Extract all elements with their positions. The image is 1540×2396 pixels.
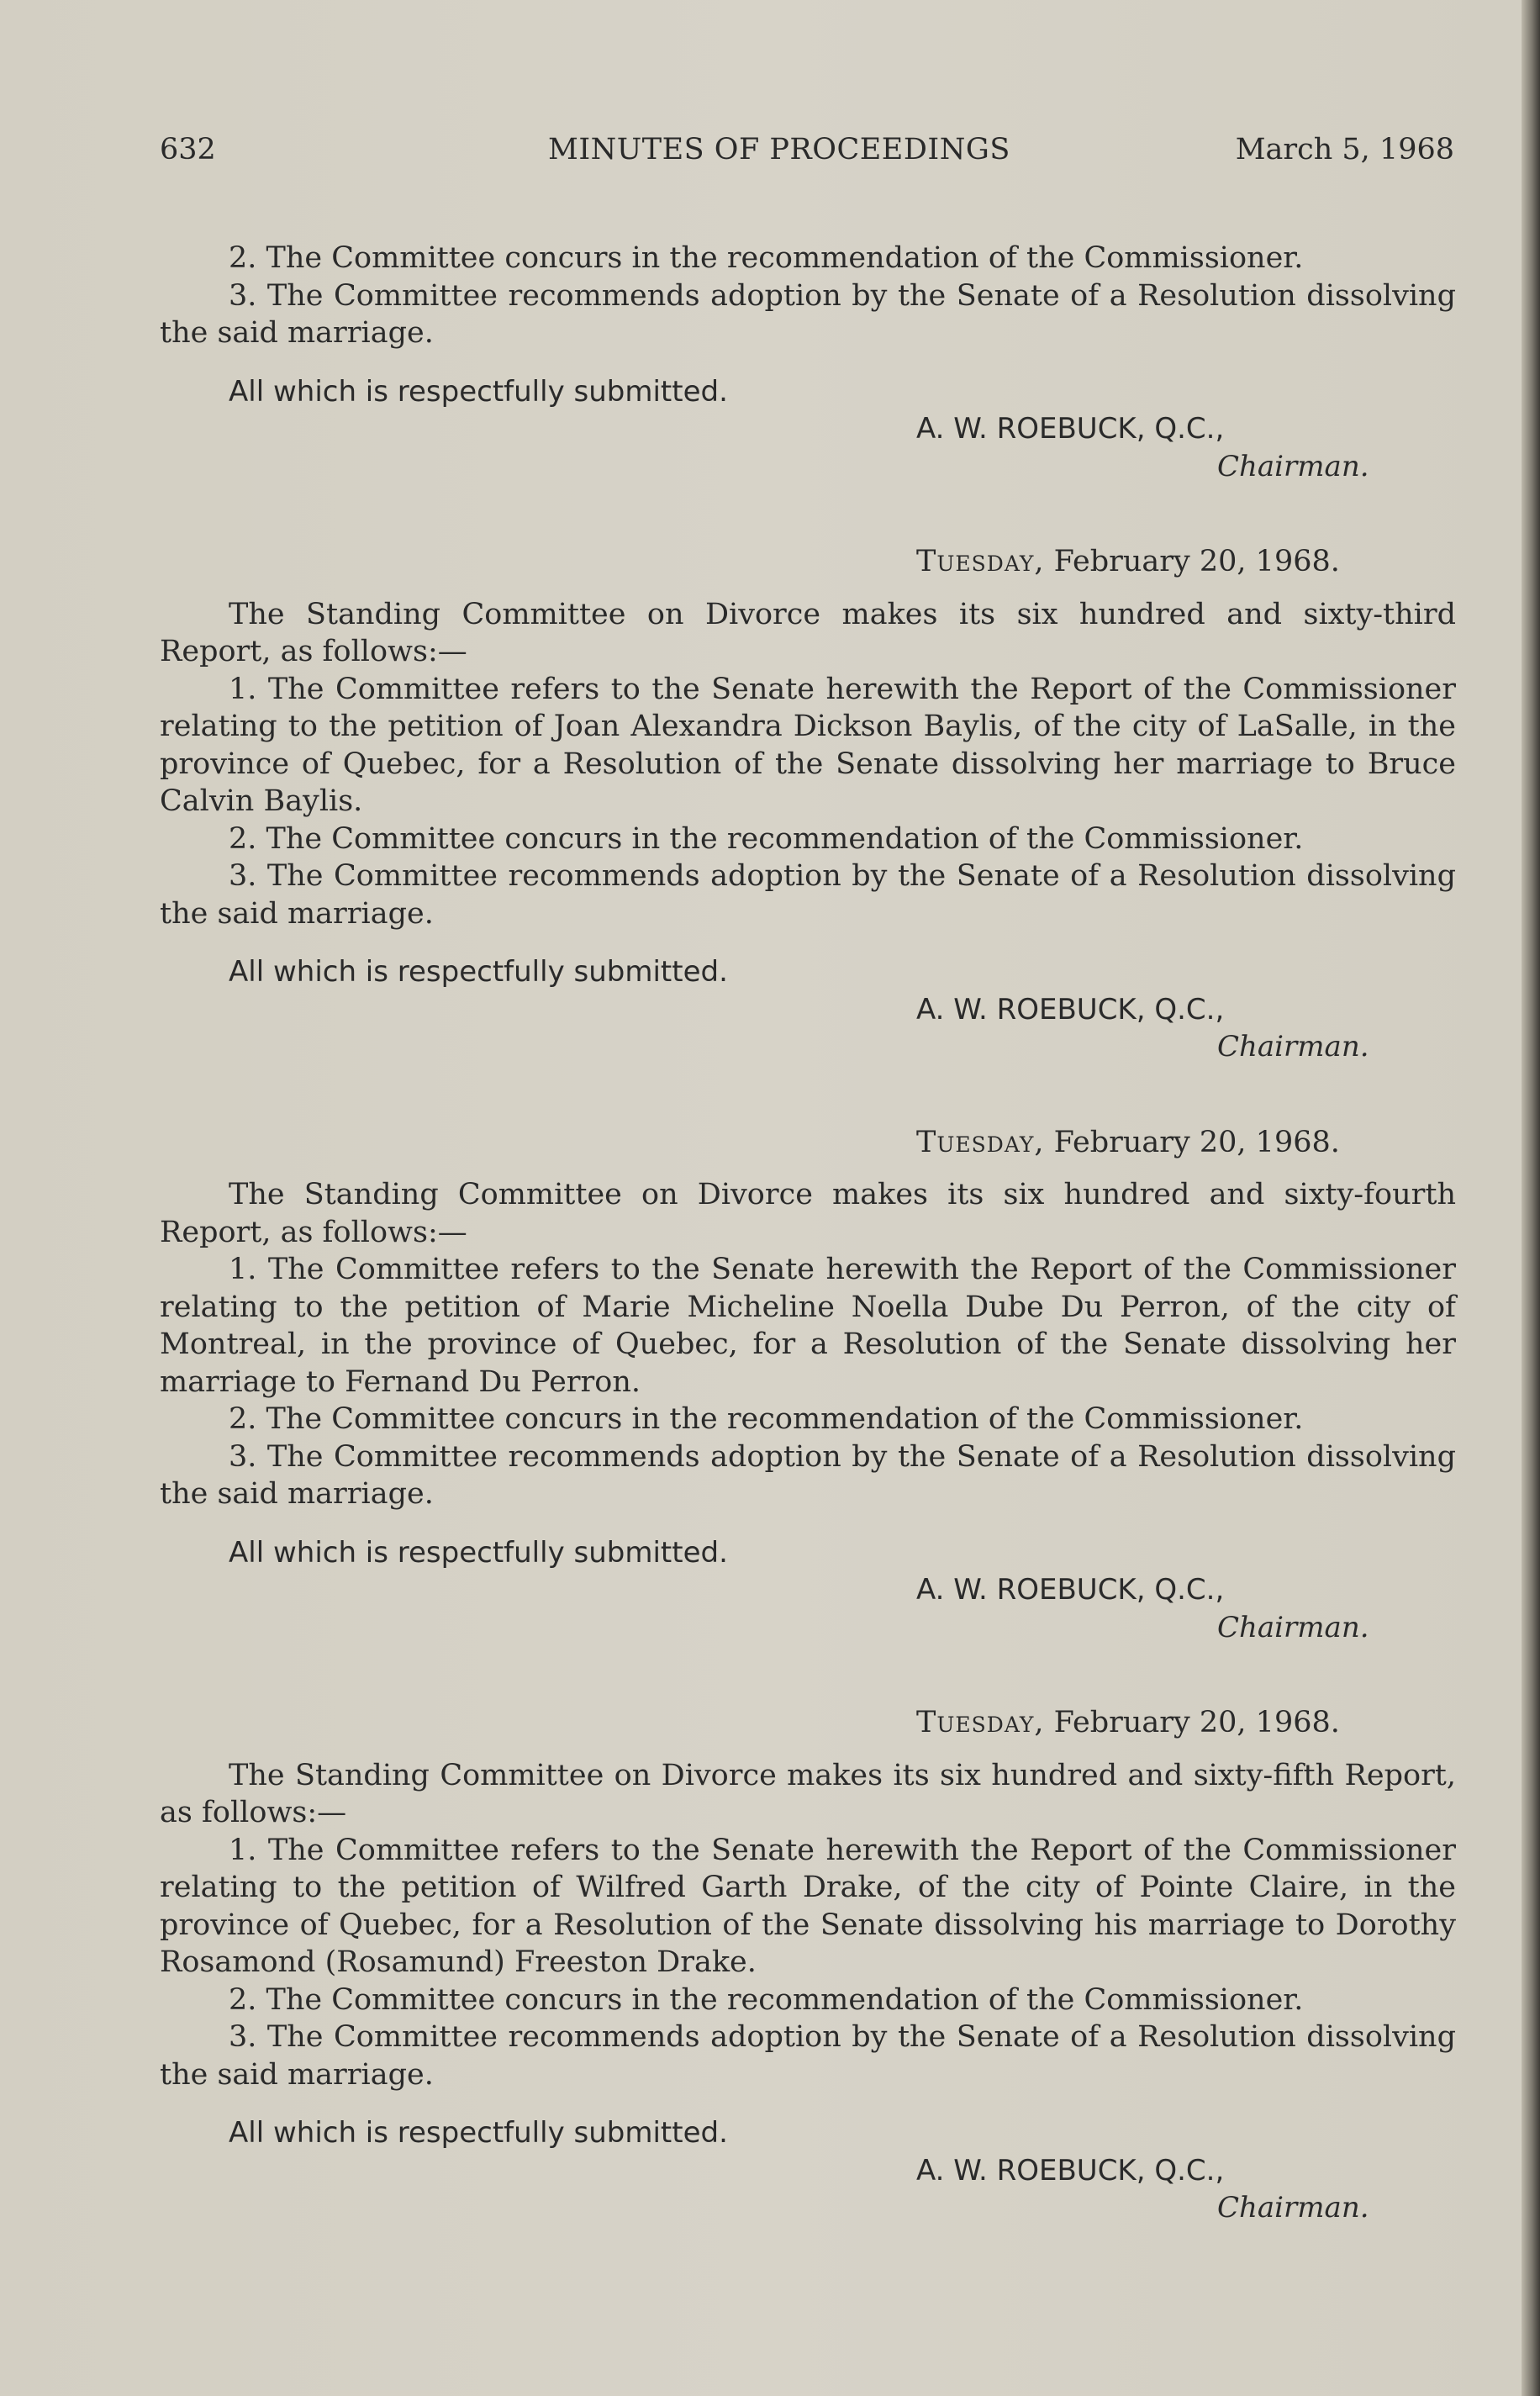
report-intro: The Standing Committee on Divorce makes its six hundred and sixty-fourth Report, as follows:— xyxy=(160,1178,1456,1249)
report-item: 1. The Committee refers to the Senate herewith the Report of the Commissioner relating to the petition of Joan Alexandra Dickson Baylis, of the city of LaSalle, in the province of Quebec, for a Resolution of the Senate dissolving her marriage to Bruce Calvin Baylis. xyxy=(160,672,1456,818)
report-item: 2. The Committee concurs in the recommendation of the Commissioner. xyxy=(229,1402,1304,1436)
report-item: 1. The Committee refers to the Senate herewith the Report of the Commissioner relating to the petition of Wilfred Garth Drake, of the city of Pointe Claire, in the province of Quebec, for a Resolution of the Senate dissolving his marriage to Dorothy Rosamond (Rosamund) Freeston Drake. xyxy=(160,1833,1456,1979)
page-body xyxy=(160,240,1456,2227)
report-item: 3. The Committee recommends adoption by the Senate of a Resolution dissolving the said marriage. xyxy=(160,1439,1456,1511)
running-header xyxy=(160,133,1454,175)
header-date: March 5, 1968 xyxy=(1235,133,1454,166)
submitted-line: All which is respectfully submitted. xyxy=(229,955,728,989)
report-day: Tuesday, xyxy=(916,1706,1045,1739)
report-day: Tuesday, xyxy=(916,545,1045,578)
report-day: Tuesday, xyxy=(916,1125,1045,1159)
signature-title: Chairman. xyxy=(1217,449,1369,483)
report-date: February 20, 1968. xyxy=(1044,545,1340,578)
report-item: 1. The Committee refers to the Senate herewith the Report of the Commissioner relating to the petition of Marie Micheline Noella Dube Du Perron, of the city of Montreal, in the province of Quebec, for a Resolution of the Senate dissolving her marriage to Fernand Du Perron. xyxy=(160,1253,1456,1399)
running-title: MINUTES OF PROCEEDINGS xyxy=(548,133,1010,166)
signature-title: Chairman. xyxy=(1217,1030,1369,1063)
report-dateline xyxy=(160,543,1456,581)
report-item: 2. The Committee concurs in the recommendation of the Commissioner. xyxy=(229,821,1304,856)
report-dateline xyxy=(160,1124,1456,1162)
report-dateline xyxy=(160,1704,1456,1742)
submitted-line: All which is respectfully submitted. xyxy=(229,2116,728,2150)
report-item: 2. The Committee concurs in the recommendation of the Commissioner. xyxy=(229,241,1304,275)
submitted-line: All which is respectfully submitted. xyxy=(229,1535,728,1570)
page-number: 632 xyxy=(160,133,216,166)
signature-title: Chairman. xyxy=(1217,2191,1369,2224)
report-intro: The Standing Committee on Divorce makes its six hundred and sixty-third Report, as follows:— xyxy=(160,597,1456,668)
submitted-line: All which is respectfully submitted. xyxy=(229,374,728,409)
signature: A. W. ROEBUCK, Q.C., xyxy=(916,412,1225,446)
signature: A. W. ROEBUCK, Q.C., xyxy=(916,2153,1225,2188)
report-item: 3. The Committee recommends adoption by the Senate of a Resolution dissolving the said marriage. xyxy=(160,859,1456,931)
signature: A. W. ROEBUCK, Q.C., xyxy=(916,1573,1225,1607)
signature-title: Chairman. xyxy=(1217,1610,1369,1644)
report-date: February 20, 1968. xyxy=(1044,1125,1340,1159)
page-binding-edge xyxy=(1522,0,1540,2396)
report-item: 2. The Committee concurs in the recommendation of the Commissioner. xyxy=(229,1982,1304,2017)
report-item: 3. The Committee recommends adoption by the Senate of a Resolution dissolving the said marriage. xyxy=(160,2020,1456,2092)
report-item: 3. The Committee recommends adoption by the Senate of a Resolution dissolving the said marriage. xyxy=(160,278,1456,350)
signature: A. W. ROEBUCK, Q.C., xyxy=(916,992,1225,1026)
report-intro: The Standing Committee on Divorce makes its six hundred and sixty-fifth Report, as follows:— xyxy=(160,1758,1456,1829)
report-date: February 20, 1968. xyxy=(1044,1706,1340,1739)
